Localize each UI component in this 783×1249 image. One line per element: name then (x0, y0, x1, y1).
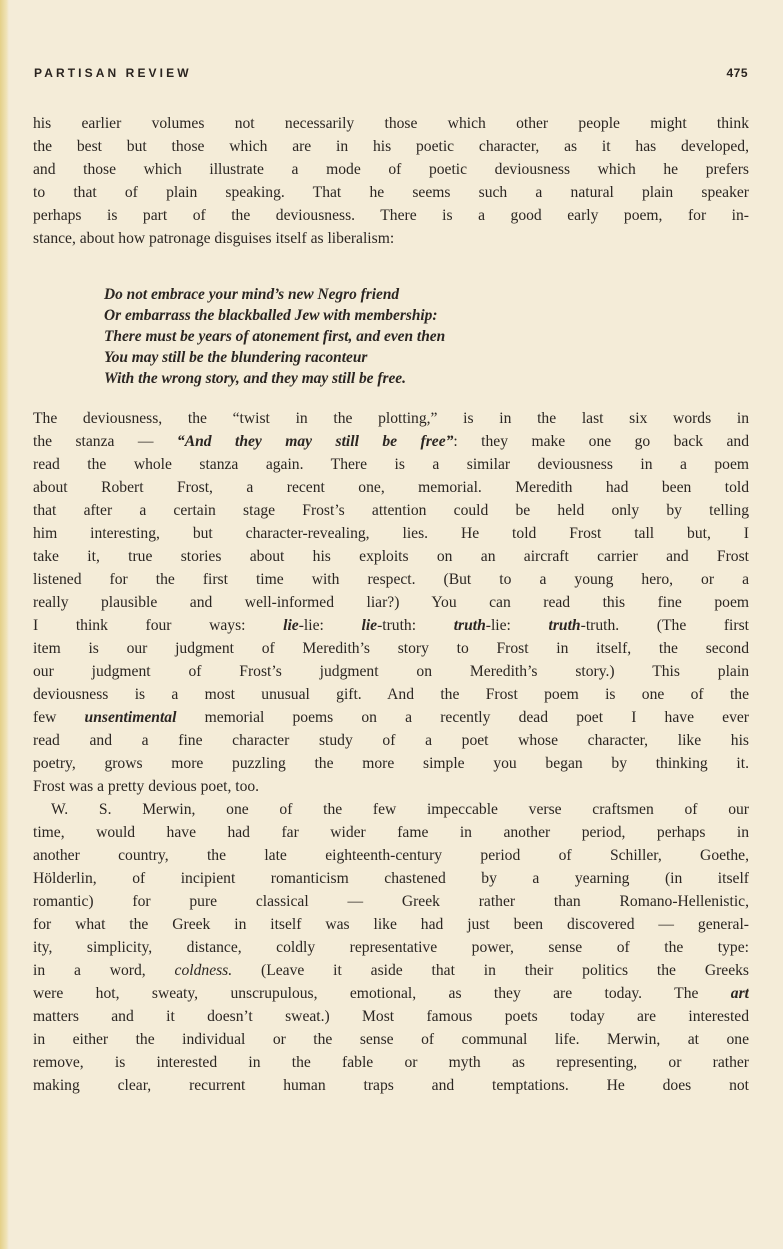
poem-line: There must be years of atonement first, and even then (104, 328, 446, 345)
text-line: Hölderlin, of incipient romanticism chastened by a yearning (in itself (33, 870, 749, 887)
text-line: matters and it doesn’t sweat.) Most famous poets today are interested (33, 1008, 749, 1025)
emphasis: “And they may still be free” (176, 433, 454, 450)
emphasis: lie (361, 617, 378, 634)
text-line: stance, about how patronage disguises itself as liberalism: (33, 230, 395, 247)
text-line: the best but those which are in his poetic character, as it has developed, (33, 138, 749, 155)
text-line: making clear, recurrent human traps and temptations. He does not (33, 1077, 749, 1094)
text-line: him interesting, but character-revealing, lies. He told Frost tall but, I (33, 525, 749, 542)
page-number: 475 (726, 66, 748, 80)
text-line: W. S. Merwin, one of the few impeccable verse craftsmen of our (51, 801, 749, 818)
poem-line: Or embarrass the blackballed Jew with membership: (104, 307, 438, 324)
emphasis: truth (453, 617, 486, 634)
paragraph-1 (33, 112, 749, 250)
text-line: listened for the first time with respect. (But to a young hero, or a (33, 571, 749, 588)
text-line: The deviousness, the “twist in the plotting,” is in the last six words in (33, 410, 749, 427)
text-line: perhaps is part of the deviousness. There is a good early poem, for in- (33, 207, 749, 224)
text-line: and those which illustrate a mode of poetic deviousness which he prefers (33, 161, 749, 178)
page-binding-edge (0, 0, 9, 1249)
emphasis: lie (283, 617, 299, 634)
text-line: his earlier volumes not necessarily those which other people might think (33, 115, 749, 132)
journal-title: PARTISAN REVIEW (34, 66, 192, 80)
text-line: I think four ways: lie-lie: lie-truth: truth-lie: truth-truth. (The first (33, 617, 749, 634)
text-line: time, would have had far wider fame in another period, perhaps in (33, 824, 749, 841)
running-header (34, 66, 748, 82)
text-line: in either the individual or the sense of communal life. Merwin, at one (33, 1031, 749, 1048)
text-line: to that of plain speaking. That he seems such a natural plain speaker (33, 184, 749, 201)
text-line: the stanza — “And they may still be free”: they make one go back and (33, 433, 749, 450)
text-line: our judgment of Frost’s judgment on Meredith’s story.) This plain (33, 663, 749, 680)
text-line: in a word, coldness. (Leave it aside that in their politics the Greeks (33, 962, 749, 979)
paragraph-2 (33, 407, 749, 798)
text-line: remove, is interested in the fable or myth as representing, or rather (33, 1054, 749, 1071)
text-line: really plausible and well-informed liar?) You can read this fine poem (33, 594, 749, 611)
text-line: poetry, grows more puzzling the more simple you began by thinking it. (33, 755, 749, 772)
emphasis: art (730, 985, 749, 1002)
text-line: item is our judgment of Meredith’s story to Frost in itself, the second (33, 640, 749, 657)
poem-quotation (104, 284, 584, 389)
text-line: about Robert Frost, a recent one, memorial. Meredith had been told (33, 479, 749, 496)
text-line: romantic) for pure classical — Greek rather than Romano-Hellenistic, (33, 893, 749, 910)
paragraph-3 (33, 798, 749, 1097)
text-line: take it, true stories about his exploits on an aircraft carrier and Frost (33, 548, 749, 565)
poem-line: With the wrong story, and they may still be free. (104, 370, 406, 387)
text-line: deviousness is a most unusual gift. And the Frost poem is one of the (33, 686, 749, 703)
emphasis: truth (548, 617, 581, 634)
text-line: that after a certain stage Frost’s attention could be held only by telling (33, 502, 749, 519)
text-line: read and a fine character study of a poet whose character, like his (33, 732, 749, 749)
text-line: Frost was a pretty devious poet, too. (33, 778, 260, 795)
text-line: read the whole stanza again. There is a similar deviousness in a poem (33, 456, 749, 473)
text-line: few unsentimental memorial poems on a recently dead poet I have ever (33, 709, 749, 726)
emphasis: coldness. (174, 962, 233, 979)
poem-line: Do not embrace your mind’s new Negro friend (104, 286, 400, 303)
text-line: another country, the late eighteenth-century period of Schiller, Goethe, (33, 847, 749, 864)
poem-line: You may still be the blundering raconteur (104, 349, 368, 366)
text-line: were hot, sweaty, unscrupulous, emotional, as they are today. The art (33, 985, 749, 1002)
text-line: for what the Greek in itself was like had just been discovered — general- (33, 916, 749, 933)
text-line: ity, simplicity, distance, coldly representative power, sense of the type: (33, 939, 749, 956)
emphasis: unsentimental (84, 709, 177, 726)
